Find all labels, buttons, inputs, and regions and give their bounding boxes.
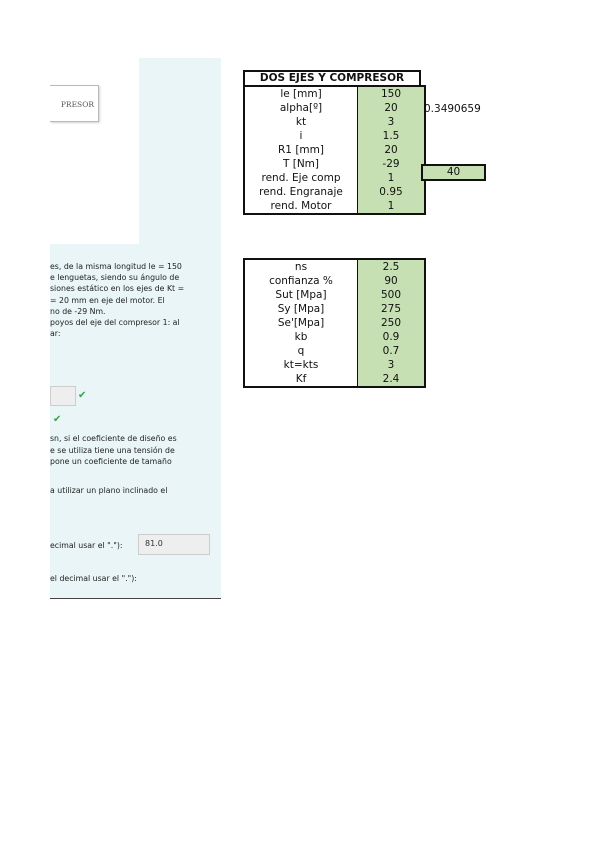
table-row	[244, 115, 425, 129]
table-row	[244, 199, 425, 214]
cell-value[interactable]: 150	[358, 86, 426, 101]
figure-thumbnail-button[interactable]: PRESOR	[50, 85, 99, 122]
cell-value[interactable]: 1.5	[358, 129, 426, 143]
cell-value[interactable]: 3	[358, 358, 426, 372]
statement-line: a utilizar un plano inclinado el	[50, 486, 168, 495]
answer-input-a[interactable]	[50, 386, 76, 406]
parameters-table	[243, 85, 426, 215]
problem-panel	[50, 58, 221, 599]
cell-label[interactable]: rend. Engranaje	[259, 186, 343, 198]
cell-value[interactable]: 275	[358, 302, 426, 316]
question-label-1: ecimal usar el "."):	[50, 541, 123, 550]
statement-line: = 20 mm en eje del motor. El	[50, 296, 165, 305]
table-row	[244, 143, 425, 157]
statement-line: ar:	[50, 329, 61, 338]
cell-label[interactable]: R1 [mm]	[278, 144, 324, 156]
cell-label[interactable]: Kf	[295, 373, 307, 385]
cell-label[interactable]: Sy [Mpa]	[277, 303, 325, 315]
cell-label[interactable]: alpha[º]	[279, 102, 323, 114]
torque-extra-cell[interactable]: 40	[421, 164, 486, 181]
cell-value[interactable]: 0.95	[358, 185, 426, 199]
cell-value[interactable]: -29	[358, 157, 426, 171]
cell-label[interactable]: kt	[295, 116, 307, 128]
cell-value[interactable]: 250	[358, 316, 426, 330]
cell-value[interactable]: 90	[358, 274, 426, 288]
statement-line: poyos del eje del compresor 1: al	[50, 318, 180, 327]
correct-check-icon: ✔	[78, 390, 87, 401]
table-row	[244, 171, 425, 185]
alpha-radians-cell[interactable]: 0.3490659	[424, 103, 481, 115]
table-row	[244, 372, 425, 387]
cell-label[interactable]: rend. Eje comp	[261, 172, 341, 184]
cell-label[interactable]: i	[299, 130, 303, 142]
statement-line: es, de la misma longitud le = 150	[50, 262, 182, 271]
material-table	[243, 258, 426, 388]
cell-label[interactable]: T [Nm]	[282, 158, 320, 170]
answer-input-1[interactable]: 81.0	[138, 534, 210, 555]
cell-value[interactable]: 1	[358, 171, 426, 185]
cell-label[interactable]: Sut [Mpa]	[275, 289, 327, 301]
cell-value[interactable]: 1	[358, 199, 426, 214]
cell-label[interactable]: ns	[294, 261, 308, 273]
statement-line: e lenguetas, siendo su ángulo de	[50, 273, 180, 282]
cell-label[interactable]: kb	[294, 331, 308, 343]
statement-line: siones estático en los ejes de Kt =	[50, 284, 185, 293]
cell-label[interactable]: kt=kts	[283, 359, 319, 371]
table-row	[244, 330, 425, 344]
statement-line: no de -29 Nm.	[50, 307, 106, 316]
statement-line: sn, si el coeficiente de diseño es	[50, 434, 177, 443]
table-row	[244, 101, 425, 115]
cell-value[interactable]: 2.4	[358, 372, 426, 387]
question-label-2: el decimal usar el "."):	[50, 574, 137, 583]
cell-label[interactable]: Se'[Mpa]	[277, 317, 325, 329]
table-row	[244, 129, 425, 143]
table-row	[244, 344, 425, 358]
table-row	[244, 185, 425, 199]
cell-label[interactable]: q	[297, 345, 305, 357]
cell-value[interactable]: 500	[358, 288, 426, 302]
cell-value[interactable]: 2.5	[358, 259, 426, 274]
cell-value[interactable]: 20	[358, 143, 426, 157]
cell-label[interactable]: rend. Motor	[270, 200, 332, 212]
correct-check-icon: ✔	[53, 414, 62, 425]
cell-value[interactable]: 0.7	[358, 344, 426, 358]
cell-value[interactable]: 20	[358, 101, 426, 115]
statement-line: e se utiliza tiene una tensión de	[50, 446, 175, 455]
cell-label[interactable]: le [mm]	[280, 88, 322, 100]
cell-value[interactable]: 3	[358, 115, 426, 129]
table-row	[244, 288, 425, 302]
table1-title: DOS EJES Y COMPRESOR	[243, 70, 421, 85]
table-row	[244, 259, 425, 274]
figure-area	[50, 58, 139, 244]
table-row	[244, 358, 425, 372]
statement-line: pone un coeficiente de tamaño	[50, 457, 172, 466]
table-row	[244, 274, 425, 288]
cell-value[interactable]: 0.9	[358, 330, 426, 344]
cell-label[interactable]: confianza %	[269, 275, 333, 287]
table-row	[244, 316, 425, 330]
table-row	[244, 86, 425, 101]
table-row	[244, 302, 425, 316]
table-row	[244, 157, 425, 171]
